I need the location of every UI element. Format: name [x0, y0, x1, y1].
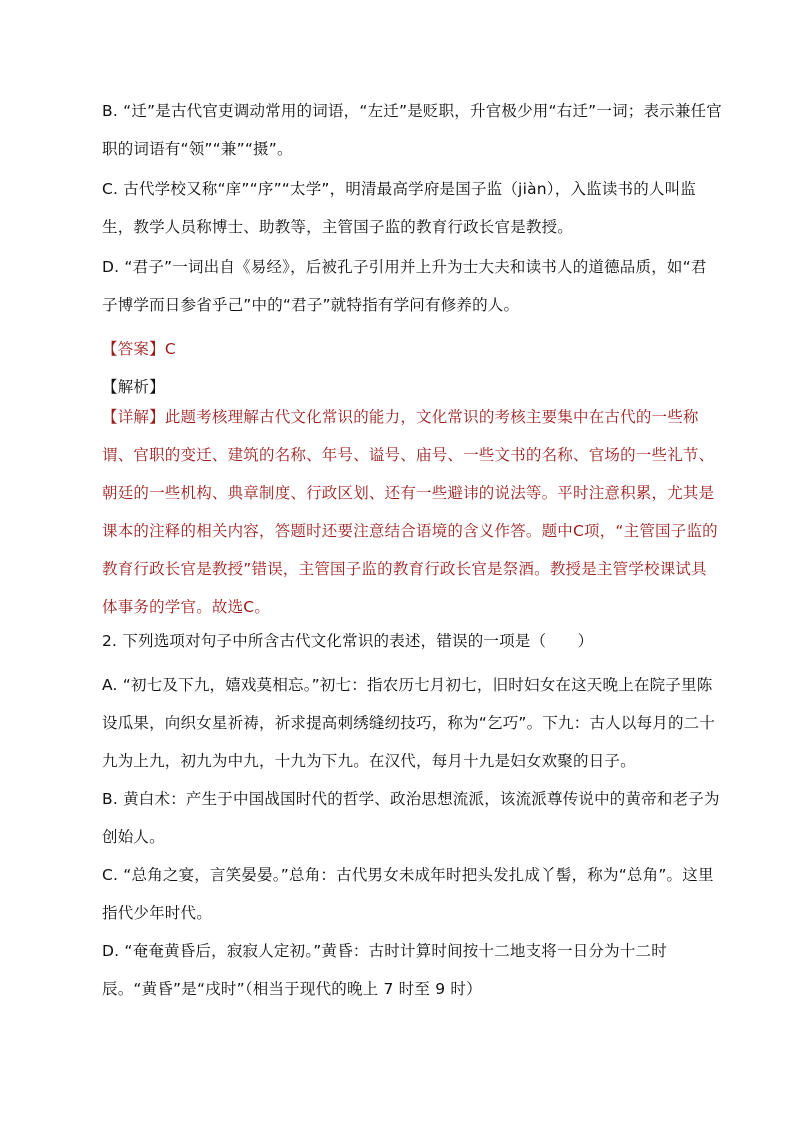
detail-text: 此题考核理解古代文化常识的能力，文化常识的考核主要集中在古代的一些称谓、官职的变迁、建筑的名称、年号、谥号、庙号、一些文书的名称、官场的一些礼节、朝廷的一些机构、典章制度、行政区划、还有一些避讳的说法等。平时注意积累，尤其是课本的注释的相关内容，答题时还要注意结合语境的含义作答。题中C项，“主管国子监的教育行政长官是教授”错误，主管国子监的教育行政长官是祭酒。教授是主管学校课试具体事务的学官。故选C。 — [102, 408, 718, 616]
question-2-option-b: B. 黄白术：产生于中国战国时代的哲学、政治思想流派，该流派尊传说中的黄帝和老子为创始人。 — [102, 790, 720, 846]
question-2-option-c: C. “总角之宴，言笑晏晏。”总角：古代男女未成年时把头发扎成丫髻，称为“总角”。这里指代少年时代。 — [102, 866, 714, 922]
answer-value: C — [164, 340, 176, 358]
question-2-stem: 2. 下列选项对句子中所含古代文化常识的表述，错误的一项是（ ） — [102, 632, 594, 650]
analysis-detail — [102, 398, 722, 626]
question-2-option-d: D. “奄奄黄昏后，寂寂人定初。”黄昏：古时计算时间按十二地支将一日分为十二时辰。“黄昏”是“戌时”（相当于现代的晚上 7 时至 9 时） — [102, 942, 667, 998]
answer-line — [102, 330, 722, 368]
answer-label: 【答案】 — [102, 340, 165, 358]
detail-label: 【详解】 — [102, 408, 165, 426]
option-d: D. “君子”一词出自《易经》，后被孔子引用并上升为士大夫和读书人的道德品质，如“君子博学而日参省乎己”中的“君子”就特指有学问有修养的人。 — [102, 258, 707, 314]
analysis-label: 【解析】 — [102, 378, 165, 396]
option-b: B. “迁”是古代官吏调动常用的词语，“左迁”是贬职，升官极少用“右迁”一词；表示兼任官职的词语有“领”“兼”“摄”。 — [102, 102, 722, 158]
option-c: C. 古代学校又称“庠”“序”“太学”，明清最高学府是国子监（jiàn），入监读书的人叫监生，教学人员称博士、助教等，主管国子监的教育行政长官是教授。 — [102, 180, 697, 236]
question-2-option-a: A. “初七及下九，嬉戏莫相忘。”初七：指农历七月初七，旧时妇女在这天晚上在院子里陈设瓜果，向织女星祈祷，祈求提高刺绣缝纫技巧，称为“乞巧”。下九：古人以每月的二十九为上九，初九为中九，十九为下九。在汉代，每月十九是妇女欢聚的日子。 — [102, 676, 716, 770]
